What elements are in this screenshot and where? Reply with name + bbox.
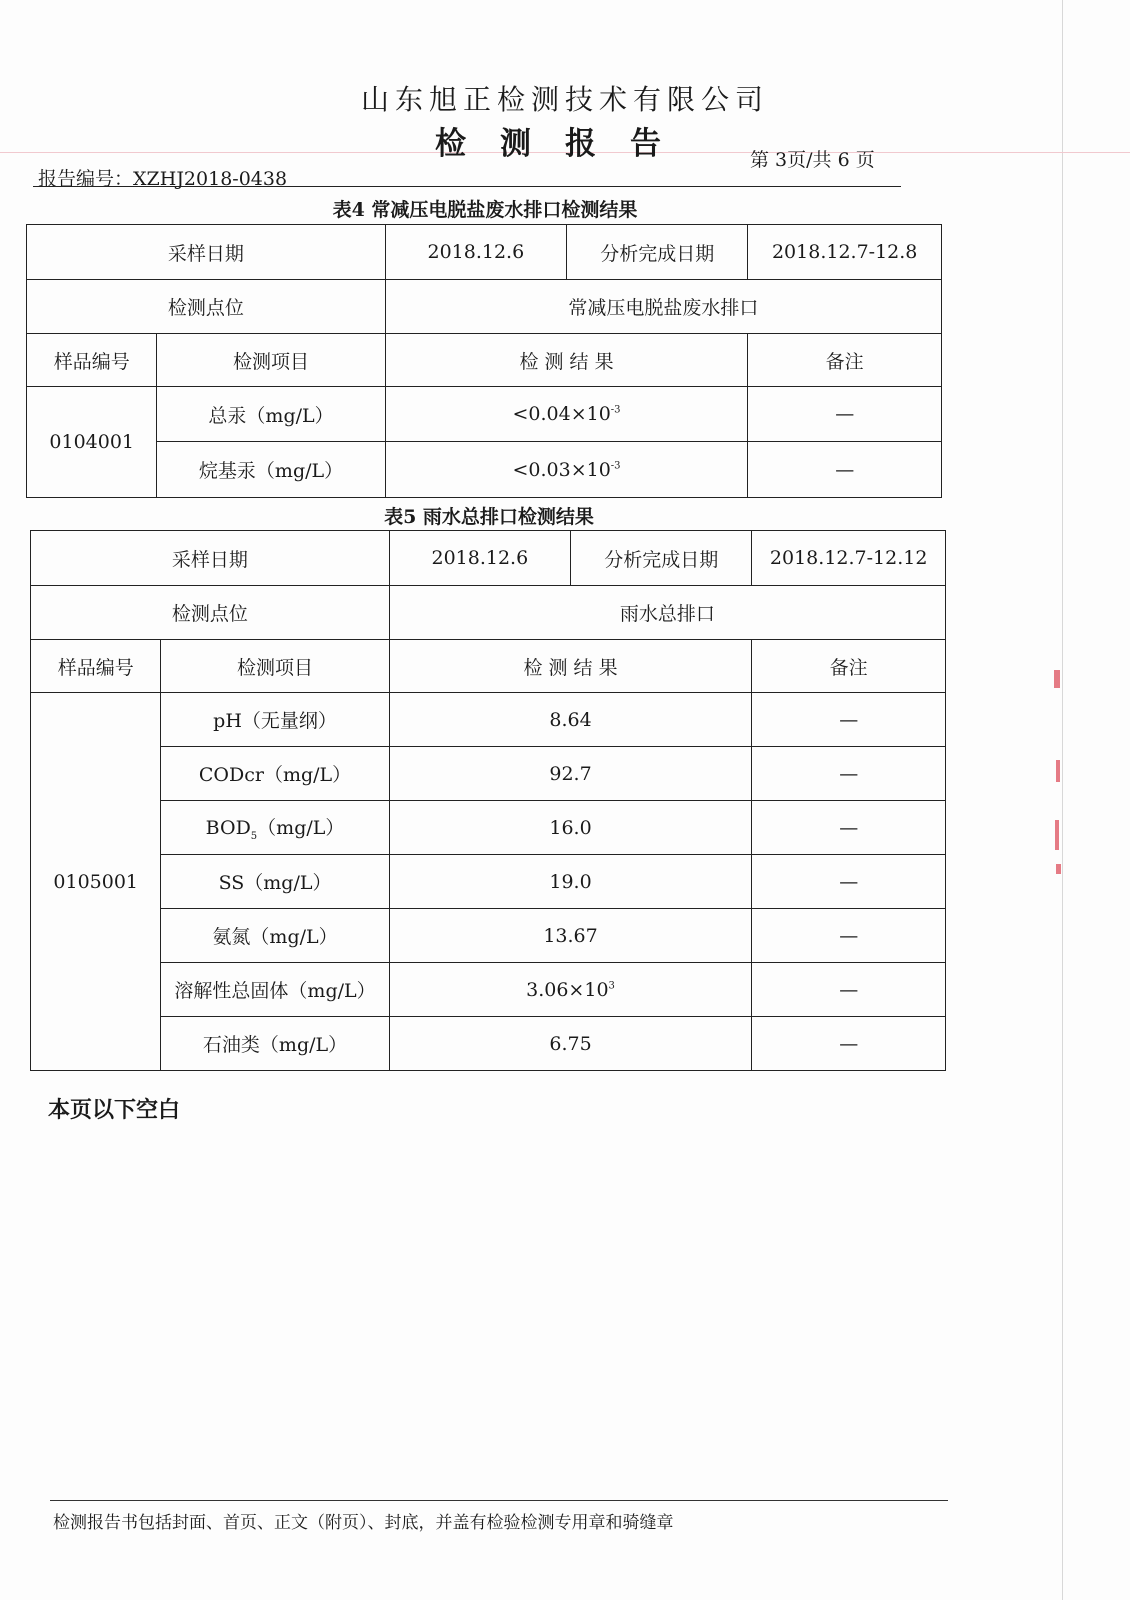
item-cell: 石油类（mg/L） <box>161 1017 389 1071</box>
note-cell: — <box>752 801 946 855</box>
table4-caption: 表4 常减压电脱盐废水排口检测结果 <box>332 199 638 221</box>
item-subscript: 5 <box>250 830 258 842</box>
result-base: <0.04×10 <box>512 403 611 425</box>
page-edge-line <box>1062 0 1063 1600</box>
table-row <box>31 747 946 801</box>
seam-stamp-mark <box>1056 864 1061 874</box>
note-cell: — <box>748 387 942 442</box>
site-label: 检测点位 <box>27 280 386 334</box>
result-cell: 8.64 <box>389 693 752 747</box>
note-cell: — <box>752 747 946 801</box>
result-base: <0.03×10 <box>512 458 611 481</box>
item-unit: （mg/L） <box>257 817 345 840</box>
sampling-date-label: 采样日期 <box>27 225 386 280</box>
table-row <box>31 855 946 909</box>
table5 <box>30 530 946 1071</box>
site-label: 检测点位 <box>31 586 390 640</box>
table-row <box>31 1017 946 1071</box>
seam-stamp-mark <box>1056 760 1060 782</box>
table-row <box>27 442 942 498</box>
seam-stamp-mark <box>1054 670 1060 688</box>
col-result-header: 检 测 结 果 <box>385 334 748 387</box>
footer-note: 检测报告书包括封面、首页、正文（附页）、封底，并盖有检验检测专用章和骑缝章 <box>53 1513 674 1533</box>
analysis-date-value: 2018.12.7-12.12 <box>752 531 946 586</box>
analysis-date-label: 分析完成日期 <box>567 225 748 280</box>
site-value: 常减压电脱盐废水排口 <box>385 280 941 334</box>
header-rule <box>33 186 901 187</box>
result-cell <box>389 963 752 1017</box>
result-cell: 16.0 <box>389 801 752 855</box>
report-number-label: 报告编号： <box>38 168 134 190</box>
site-value: 雨水总排口 <box>389 586 945 640</box>
result-cell <box>385 387 748 442</box>
table5-caption: 表5 雨水总排口检测结果 <box>384 506 594 528</box>
table4 <box>26 224 942 498</box>
result-cell <box>385 442 748 498</box>
sampling-date-value: 2018.12.6 <box>385 225 566 280</box>
table-row <box>31 693 946 747</box>
table-row <box>31 909 946 963</box>
item-cell <box>161 801 389 855</box>
item-cell: 烷基汞（mg/L） <box>157 442 385 498</box>
result-cell: 6.75 <box>389 1017 752 1071</box>
result-base: 3.06×10 <box>526 978 609 1001</box>
item-cell: 氨氮（mg/L） <box>161 909 389 963</box>
col-sample-header: 样品编号 <box>27 334 157 387</box>
table-row <box>27 387 942 442</box>
col-item-header: 检测项目 <box>161 640 389 693</box>
result-exponent: -3 <box>610 404 621 416</box>
table-row <box>31 801 946 855</box>
col-sample-header: 样品编号 <box>31 640 161 693</box>
note-cell: — <box>748 442 942 498</box>
col-result-header: 检 测 结 果 <box>389 640 752 693</box>
page-info: 第 3页/共 6 页 <box>750 149 875 171</box>
result-exponent: 3 <box>608 980 615 992</box>
item-cell: pH（无量纲） <box>161 693 389 747</box>
sampling-date-value: 2018.12.6 <box>389 531 570 586</box>
result-exponent: -3 <box>610 460 621 472</box>
note-cell: — <box>752 693 946 747</box>
item-cell: CODcr（mg/L） <box>161 747 389 801</box>
note-cell: — <box>752 963 946 1017</box>
item-cell: 溶解性总固体（mg/L） <box>161 963 389 1017</box>
note-cell: — <box>752 909 946 963</box>
analysis-date-value: 2018.12.7-12.8 <box>748 225 942 280</box>
footer-rule <box>50 1500 948 1501</box>
seam-stamp-mark <box>1055 820 1059 850</box>
company-name: 山东旭正检测技术有限公司 <box>360 83 769 116</box>
result-cell: 92.7 <box>389 747 752 801</box>
note-cell: — <box>752 1017 946 1071</box>
table-row <box>31 963 946 1017</box>
sample-number: 0105001 <box>31 693 161 1071</box>
sampling-date-label: 采样日期 <box>31 531 390 586</box>
item-cell: 总汞（mg/L） <box>157 387 385 442</box>
report-title: 检测报告 <box>435 126 695 162</box>
col-item-header: 检测项目 <box>157 334 385 387</box>
analysis-date-label: 分析完成日期 <box>571 531 752 586</box>
item-cell: SS（mg/L） <box>161 855 389 909</box>
result-cell: 13.67 <box>389 909 752 963</box>
blank-below-note: 本页以下空白 <box>48 1098 181 1123</box>
col-note-header: 备注 <box>752 640 946 693</box>
note-cell: — <box>752 855 946 909</box>
col-note-header: 备注 <box>748 334 942 387</box>
sample-number: 0104001 <box>27 387 157 498</box>
result-cell: 19.0 <box>389 855 752 909</box>
item-prefix: BOD <box>205 817 251 840</box>
report-number-value: XZHJ2018-0438 <box>133 168 288 190</box>
